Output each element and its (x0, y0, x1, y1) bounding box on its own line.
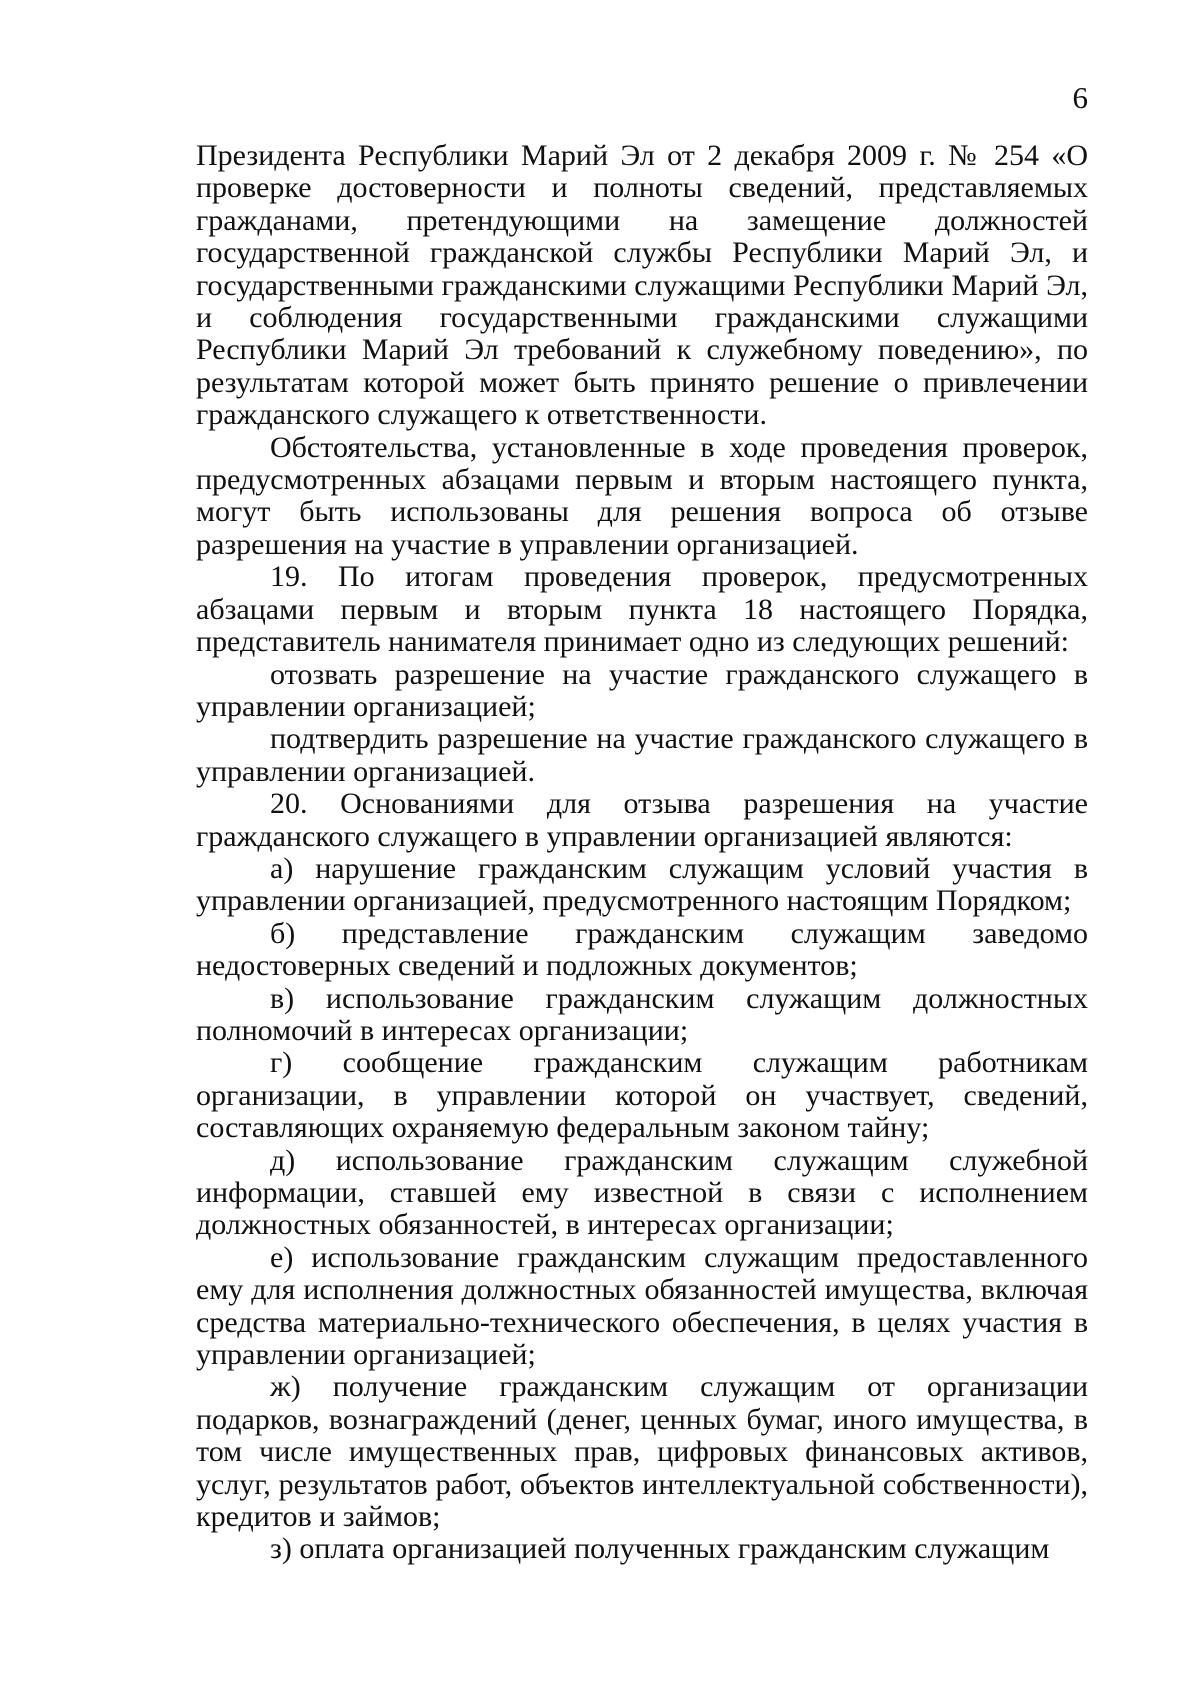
list-item: з) оплата организацией полученных гражданским служащим (270, 1532, 1050, 1566)
list-item: д) использование гражданским служащим служебной информации, ставшей ему известной в связи с исполнением должностных обязанностей, в интересах организации; (196, 1143, 1088, 1242)
paragraph: 20. Основаниями для отзыва разрешения на участие гражданского служащего в управлении организацией являются: (196, 787, 1088, 853)
list-item: г) сообщение гражданским служащим работникам организации, в управлении которой он участвует, сведений, составляющих охраняемую федеральным законом тайну; (196, 1046, 1088, 1145)
paragraph: отозвать разрешение на участие гражданского служащего в управлении организацией; (196, 657, 1088, 723)
list-item: а) нарушение гражданским служащим условий участия в управлении организацией, предусмотренного настоящим Порядком; (196, 851, 1088, 918)
list-item: ж) получение гражданским служащим от организации подарков, вознаграждений (денег, ценных бумаг, иного имущества, в том числе имущественных прав, цифровых финансовых активов, услуг, результатов работ, объектов интеллектуальной собственности), кредитов и займов; (196, 1370, 1088, 1534)
list-item: б) представление гражданским служащим заведомо недостоверных сведений и подложных документов; (196, 916, 1088, 983)
paragraph: 19. По итогам проведения проверок, предусмотренных абзацами первым и вторым пункта 18 настоящего Порядка, представитель нанимателя принимает одно из следующих решений: (196, 560, 1088, 659)
list-item: е) использование гражданским служащим предоставленного ему для исполнения должностных обязанностей имущества, включая средства материально-технического обеспечения, в целях участия в управлении организацией; (196, 1240, 1088, 1372)
list-item: в) использование гражданским служащим должностных полномочий в интересах организации; (196, 981, 1088, 1047)
document-body (196, 140, 1088, 1566)
paragraph: Обстоятельства, установленные в ходе проведения проверок, предусмотренных абзацами первым и вторым настоящего пункта, могут быть использованы для решения вопроса об отзыве разрешения на участие в управлении организацией. (196, 430, 1088, 561)
paragraph: подтвердить разрешение на участие гражданского служащего в управлении организацией. (196, 722, 1088, 788)
paragraph: Президента Республики Марий Эл от 2 декабря 2009 г. № 254 «О проверке достоверности и полноты сведений, представляемых гражданами, претендующими на замещение должностей государственной гражданской службы Республики Марий Эл, и государственными гражданскими служащими Республики Марий Эл, и соблюдения государственными гражданскими служащими Республики Марий Эл требований к служебному поведению», по результатам которой может быть принято решение о привлечении гражданского служащего к ответственности. (196, 139, 1088, 432)
page-number: 6 (1072, 80, 1088, 115)
